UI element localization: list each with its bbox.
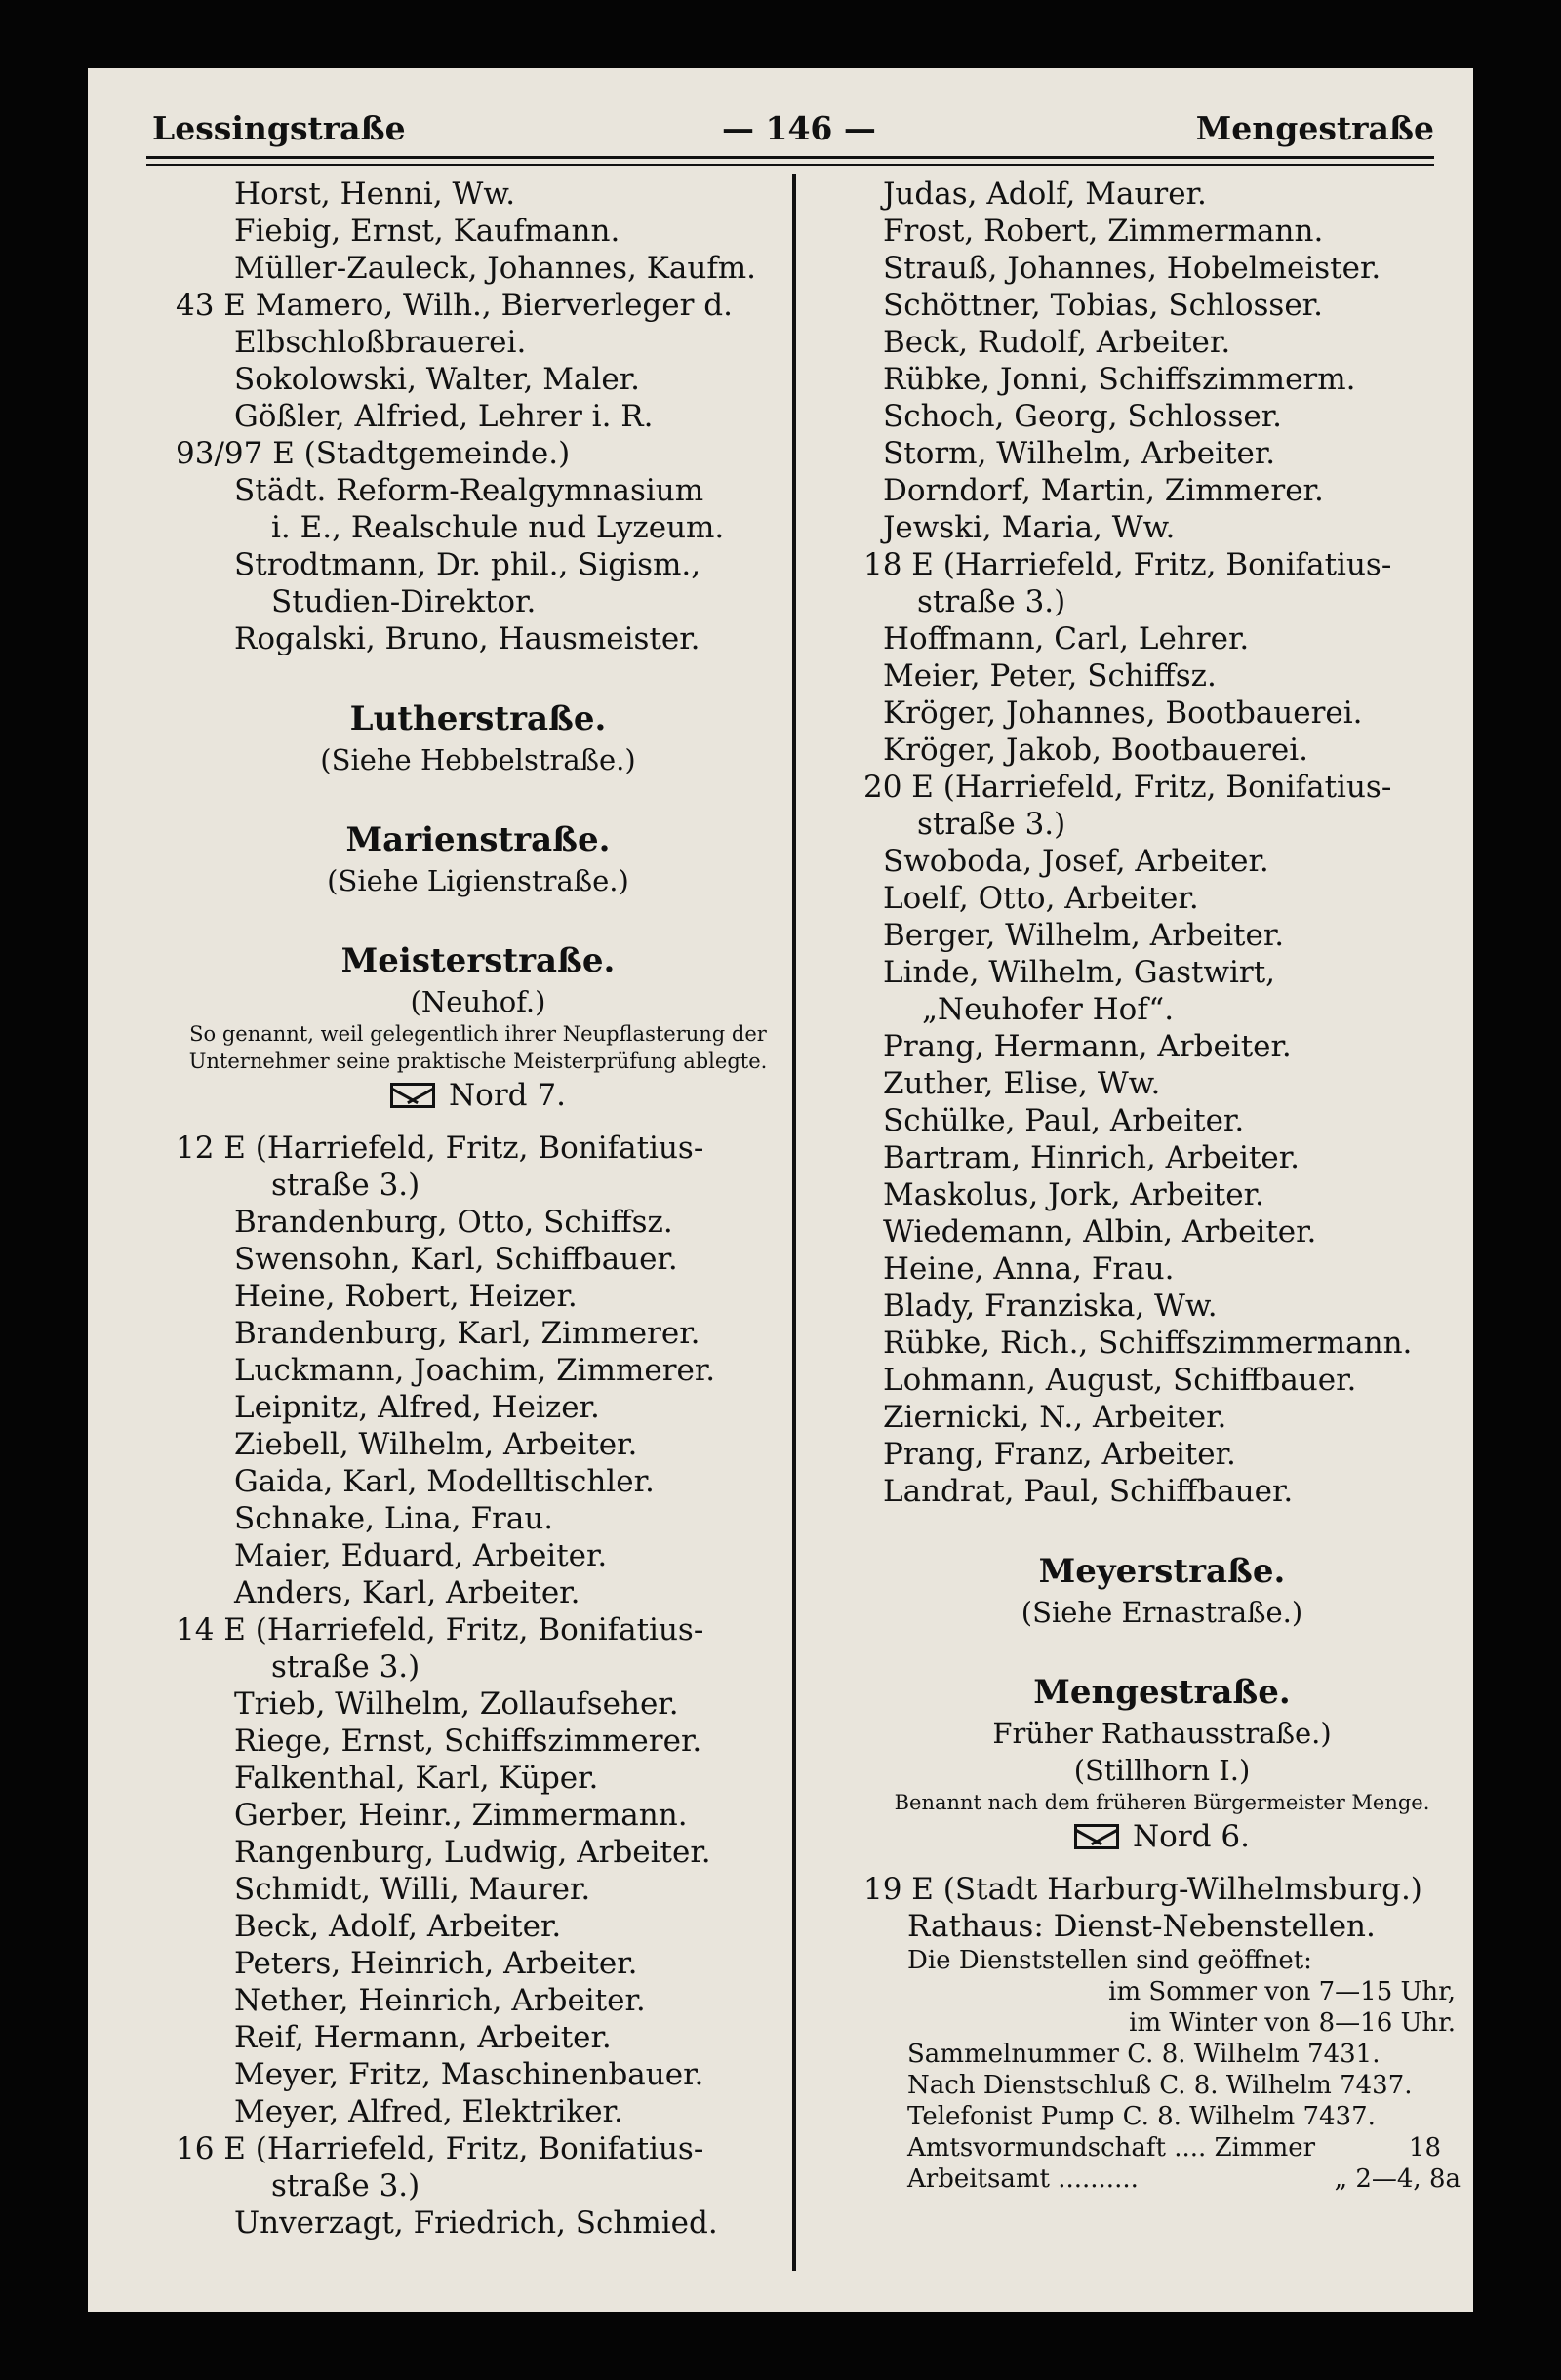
street-name-note: Unternehmer seine praktische Meisterprüfung ablegte. bbox=[188, 1050, 768, 1073]
directory-page bbox=[88, 68, 1473, 2312]
resident-entry: Peters, Heinrich, Arbeiter. bbox=[234, 1946, 638, 1981]
house-entry: 20 E (Harriefeld, Fritz, Bonifatius- bbox=[863, 770, 1392, 805]
resident-entry: Ziebell, Wilhelm, Arbeiter. bbox=[234, 1427, 638, 1462]
resident-entry: Strodtmann, Dr. phil., Sigism., bbox=[234, 547, 701, 582]
resident-entry: Schnake, Lina, Frau. bbox=[234, 1501, 554, 1536]
resident-entry: Brandenburg, Karl, Zimmerer. bbox=[234, 1316, 700, 1351]
left-column bbox=[176, 176, 780, 2241]
street-heading-marien: Marienstraße. bbox=[345, 820, 611, 859]
house-entry: 93/97 E (Stadtgemeinde.) bbox=[176, 436, 571, 471]
entry-continuation: straße 3.) bbox=[271, 2168, 420, 2203]
street-heading-meister: Meisterstraße. bbox=[340, 941, 616, 980]
postal-district bbox=[176, 1075, 780, 1116]
right-column bbox=[863, 176, 1461, 2195]
postal-district bbox=[863, 1816, 1461, 1857]
office-room-label: Arbeitsamt .......... bbox=[907, 2164, 1139, 2194]
resident-entry: Kröger, Johannes, Bootbauerei. bbox=[883, 695, 1363, 731]
street-former-name: Früher Rathausstraße.) bbox=[992, 1717, 1332, 1750]
resident-entry: Städt. Reform-Realgymnasium bbox=[234, 473, 704, 508]
resident-entry: Schoch, Georg, Schlosser. bbox=[883, 399, 1282, 434]
resident-entry: Hoffmann, Carl, Lehrer. bbox=[883, 621, 1250, 656]
resident-entry: Gößler, Alfried, Lehrer i. R. bbox=[234, 399, 654, 434]
resident-entry: Müller-Zauleck, Johannes, Kaufm. bbox=[234, 251, 757, 286]
office-phone-line: Sammelnummer C. 8. Wilhelm 7431. bbox=[907, 2040, 1381, 2069]
header-rule bbox=[146, 156, 1434, 159]
resident-entry: Maier, Eduard, Arbeiter. bbox=[234, 1538, 608, 1573]
resident-entry: Heine, Robert, Heizer. bbox=[234, 1279, 578, 1314]
resident-entry: Brandenburg, Otto, Schiffsz. bbox=[234, 1205, 673, 1240]
street-reference: (Siehe Ligienstraße.) bbox=[327, 864, 629, 897]
header-left-street: Lessingstraße bbox=[152, 109, 406, 147]
entry-continuation: straße 3.) bbox=[271, 1168, 420, 1203]
resident-entry: Reif, Hermann, Arbeiter. bbox=[234, 2020, 612, 2055]
house-entry: 19 E (Stadt Harburg-Wilhelmsburg.) bbox=[863, 1872, 1422, 1907]
resident-entry: Zuther, Elise, Ww. bbox=[883, 1066, 1161, 1101]
resident-entry: Schmidt, Willi, Maurer. bbox=[234, 1872, 591, 1907]
resident-entry: Nether, Heinrich, Arbeiter. bbox=[234, 1983, 646, 2018]
resident-entry: Dorndorf, Martin, Zimmerer. bbox=[883, 473, 1324, 508]
entry-continuation: Studien-Direktor. bbox=[271, 584, 537, 619]
resident-entry: Lohmann, August, Schiffbauer. bbox=[883, 1363, 1357, 1398]
resident-entry: Landrat, Paul, Schiffbauer. bbox=[883, 1474, 1294, 1509]
street-name-note: So genannt, weil gelegentlich ihrer Neupflasterung der bbox=[189, 1022, 767, 1046]
resident-entry: Falkenthal, Karl, Küper. bbox=[234, 1761, 599, 1796]
entry-continuation: straße 3.) bbox=[917, 584, 1066, 619]
office-hours-summer: im Sommer von 7—15 Uhr, bbox=[1108, 1977, 1456, 2006]
resident-entry: Linde, Wilhelm, Gastwirt, bbox=[883, 955, 1276, 990]
header-rule-thin bbox=[146, 164, 1434, 166]
street-area: (Stillhorn I.) bbox=[1073, 1754, 1251, 1787]
resident-entry: Judas, Adolf, Maurer. bbox=[883, 177, 1207, 212]
house-entry: 12 E (Harriefeld, Fritz, Bonifatius- bbox=[176, 1130, 704, 1166]
postal-district-label: Nord 6. bbox=[1133, 1819, 1250, 1854]
office-hours-winter: im Winter von 8—16 Uhr. bbox=[1129, 2008, 1456, 2038]
resident-entry: Rogalski, Bruno, Hausmeister. bbox=[234, 621, 700, 656]
envelope-icon bbox=[1074, 1824, 1119, 1849]
street-name-note: Benannt nach dem früheren Bürgermeister Menge. bbox=[894, 1791, 1430, 1814]
entry-continuation: i. E., Realschule nud Lyzeum. bbox=[271, 510, 725, 545]
street-reference: (Siehe Hebbelstraße.) bbox=[320, 743, 636, 776]
house-entry: 16 E (Harriefeld, Fritz, Bonifatius- bbox=[176, 2131, 704, 2166]
resident-entry: Blady, Franziska, Ww. bbox=[883, 1289, 1218, 1324]
resident-entry: Maskolus, Jork, Arbeiter. bbox=[883, 1177, 1264, 1212]
house-entry: 43 E Mamero, Wilh., Bierverleger d. bbox=[176, 288, 733, 323]
resident-entry: Beck, Adolf, Arbeiter. bbox=[234, 1909, 562, 1944]
resident-entry: Sokolowski, Walter, Maler. bbox=[234, 362, 641, 397]
resident-entry: Schöttner, Tobias, Schlosser. bbox=[883, 288, 1323, 323]
street-heading-menge: Mengestraße. bbox=[1033, 1673, 1291, 1712]
office-room-line bbox=[863, 2163, 1461, 2195]
resident-entry: Meyer, Fritz, Maschinenbauer. bbox=[234, 2057, 704, 2092]
resident-entry: Prang, Hermann, Arbeiter. bbox=[883, 1029, 1292, 1064]
office-heading: Rathaus: Dienst-Nebenstellen. bbox=[907, 1909, 1376, 1944]
column-divider bbox=[792, 174, 796, 2271]
resident-entry: Rübke, Rich., Schiffszimmermann. bbox=[883, 1326, 1413, 1361]
resident-entry: Meier, Peter, Schiffsz. bbox=[883, 658, 1217, 694]
resident-entry: Prang, Franz, Arbeiter. bbox=[883, 1437, 1236, 1472]
office-room-line bbox=[863, 2132, 1461, 2163]
page-number: — 146 — bbox=[722, 109, 876, 147]
entry-continuation: straße 3.) bbox=[917, 807, 1066, 842]
resident-entry: Gaida, Karl, Modelltischler. bbox=[234, 1464, 655, 1499]
resident-entry: Schülke, Paul, Arbeiter. bbox=[883, 1103, 1245, 1138]
envelope-icon bbox=[390, 1083, 435, 1108]
resident-entry: Riege, Ernst, Schiffszimmerer. bbox=[234, 1724, 702, 1759]
resident-entry: Berger, Wilhelm, Arbeiter. bbox=[883, 918, 1285, 953]
house-entry: 14 E (Harriefeld, Fritz, Bonifatius- bbox=[176, 1612, 704, 1647]
office-room-number: 18 bbox=[1408, 2133, 1441, 2162]
street-reference: (Siehe Ernastraße.) bbox=[1021, 1596, 1303, 1629]
resident-entry: Swoboda, Josef, Arbeiter. bbox=[883, 844, 1269, 879]
resident-entry: Anders, Karl, Arbeiter. bbox=[234, 1575, 580, 1610]
street-heading-luther: Lutherstraße. bbox=[349, 699, 607, 738]
resident-entry: Unverzagt, Friedrich, Schmied. bbox=[234, 2205, 718, 2241]
street-heading-meyer: Meyerstraße. bbox=[1038, 1552, 1286, 1591]
resident-entry: Heine, Anna, Frau. bbox=[883, 1251, 1175, 1287]
house-entry: 18 E (Harriefeld, Fritz, Bonifatius- bbox=[863, 547, 1392, 582]
office-phone-line: Nach Dienstschluß C. 8. Wilhelm 7437. bbox=[907, 2071, 1413, 2100]
postal-district-label: Nord 7. bbox=[449, 1078, 566, 1113]
header-right-street: Mengestraße bbox=[1195, 109, 1434, 147]
resident-entry: Kröger, Jakob, Bootbauerei. bbox=[883, 733, 1308, 768]
resident-entry: Swensohn, Karl, Schiffbauer. bbox=[234, 1242, 678, 1277]
resident-entry: Fiebig, Ernst, Kaufmann. bbox=[234, 214, 620, 249]
resident-entry: Jewski, Maria, Ww. bbox=[883, 510, 1176, 545]
resident-entry: Rübke, Jonni, Schiffszimmerm. bbox=[883, 362, 1356, 397]
street-area: (Neuhof.) bbox=[410, 985, 546, 1018]
entry-continuation: straße 3.) bbox=[271, 1649, 420, 1685]
resident-entry: Trieb, Wilhelm, Zollaufseher. bbox=[234, 1686, 679, 1722]
office-room-number: „ 2—4, 8a bbox=[1334, 2164, 1461, 2194]
resident-entry: Luckmann, Joachim, Zimmerer. bbox=[234, 1353, 716, 1388]
entry-continuation: Elbschloßbrauerei. bbox=[234, 325, 527, 360]
resident-entry: Beck, Rudolf, Arbeiter. bbox=[883, 325, 1231, 360]
resident-entry: Meyer, Alfred, Elektriker. bbox=[234, 2094, 623, 2129]
resident-entry: Storm, Wilhelm, Arbeiter. bbox=[883, 436, 1276, 471]
resident-entry: Frost, Robert, Zimmermann. bbox=[883, 214, 1324, 249]
office-room-label: Amtsvormundschaft .... Zimmer bbox=[907, 2133, 1316, 2162]
resident-entry: Horst, Henni, Ww. bbox=[234, 177, 516, 212]
resident-entry: Loelf, Otto, Arbeiter. bbox=[883, 881, 1199, 916]
resident-entry: Gerber, Heinr., Zimmermann. bbox=[234, 1798, 688, 1833]
resident-entry: Bartram, Hinrich, Arbeiter. bbox=[883, 1140, 1301, 1175]
resident-entry: Strauß, Johannes, Hobelmeister. bbox=[883, 251, 1381, 286]
resident-entry: Leipnitz, Alfred, Heizer. bbox=[234, 1390, 600, 1425]
resident-entry: Rangenburg, Ludwig, Arbeiter. bbox=[234, 1835, 711, 1870]
office-phone-line: Telefonist Pump C. 8. Wilhelm 7437. bbox=[907, 2102, 1376, 2131]
entry-continuation: „Neuhofer Hof“. bbox=[922, 992, 1175, 1027]
resident-entry: Ziernicki, N., Arbeiter. bbox=[883, 1400, 1227, 1435]
office-hours-intro: Die Dienststellen sind geöffnet: bbox=[907, 1946, 1312, 1975]
resident-entry: Wiedemann, Albin, Arbeiter. bbox=[883, 1214, 1317, 1250]
